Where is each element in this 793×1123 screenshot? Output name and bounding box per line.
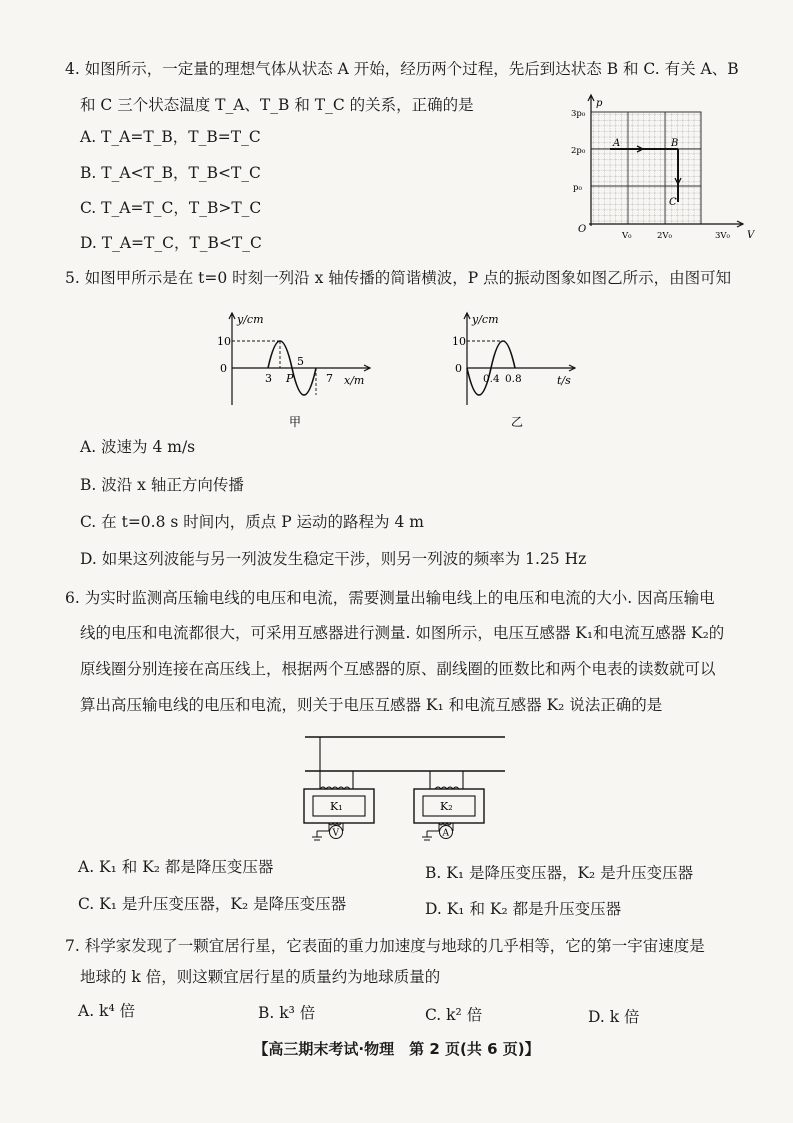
q6-stem-line1: 6. 为实时监测高压输电线的电压和电流，需要测量出输电线上的电压和电流的大小. 因高压输电 bbox=[65, 589, 715, 607]
q4-pv-graph bbox=[565, 92, 755, 244]
q5-option-c: C. 在 t=0.8 s 时间内，质点 P 运动的路程为 4 m bbox=[80, 513, 424, 531]
yi-zero-label: 0 bbox=[455, 362, 462, 375]
q7-stem-line2: 地球的 k 倍，则这颗宜居行星的质量约为地球质量的 bbox=[80, 968, 441, 986]
q7-option-c: C. k² 倍 bbox=[425, 1006, 483, 1024]
pv-y-label: p bbox=[596, 98, 603, 109]
q6-option-b: B. K₁ 是降压变压器，K₂ 是升压变压器 bbox=[425, 864, 694, 882]
q7-stem-line1: 7. 科学家发现了一颗宜居行星，它表面的重力加速度与地球的几乎相等，它的第一宇宙速度是 bbox=[65, 937, 705, 955]
yi-tick-08: 0.8 bbox=[505, 373, 522, 385]
pv-y-tick-3p0: 3p₀ bbox=[571, 109, 586, 119]
pv-y-tick-p0: p₀ bbox=[573, 183, 582, 193]
q4-option-c: C. T_A=T_C，T_B>T_C bbox=[80, 199, 262, 217]
pv-point-a: A bbox=[613, 138, 621, 149]
k1-label: K₁ bbox=[330, 800, 343, 813]
pv-grid bbox=[591, 112, 701, 224]
k2-label: K₂ bbox=[440, 800, 453, 813]
pv-x-tick-v0: V₀ bbox=[622, 231, 632, 241]
q6-transformer-diagram bbox=[295, 725, 515, 845]
yi-tick-04: 0.4 bbox=[483, 373, 500, 385]
q4-stem-line1: 4. 如图所示，一定量的理想气体从状态 A 开始，经历两个过程，先后到达状态 B 和 C. 有关 A、B bbox=[65, 60, 739, 78]
pv-x-tick-2v0: 2V₀ bbox=[657, 231, 672, 241]
q6-option-a: A. K₁ 和 K₂ 都是降压变压器 bbox=[78, 858, 274, 876]
pv-y-tick-2p0: 2p₀ bbox=[571, 146, 586, 156]
pv-x-tick-3v0: 3V₀ bbox=[715, 231, 730, 241]
yi-x-label: t/s bbox=[557, 374, 571, 387]
q4-option-d: D. T_A=T_C，T_B<T_C bbox=[80, 234, 262, 252]
q6-option-c: C. K₁ 是升压变压器，K₂ 是降压变压器 bbox=[78, 895, 347, 913]
jia-tick-7: 7 bbox=[326, 372, 333, 385]
q5-option-a: A. 波速为 4 m/s bbox=[80, 438, 196, 456]
jia-tick-p: P bbox=[286, 372, 294, 385]
yi-amp-label: 10 bbox=[452, 335, 466, 348]
ammeter-label: A bbox=[442, 828, 449, 839]
voltmeter-label: V bbox=[332, 828, 339, 839]
yi-y-label: y/cm bbox=[472, 313, 499, 326]
q6-stem-line4: 算出高压输电线的电压和电流，则关于电压互感器 K₁ 和电流互感器 K₂ 说法正确的是 bbox=[80, 696, 663, 714]
q5-option-b: B. 波沿 x 轴正方向传播 bbox=[80, 476, 244, 494]
q4-option-a: A. T_A=T_B，T_B=T_C bbox=[80, 128, 261, 146]
q5-stem: 5. 如图甲所示是在 t=0 时刻一列沿 x 轴传播的简谐横波，P 点的振动图象如图乙所示，由图可知 bbox=[65, 269, 732, 287]
jia-caption: 甲 bbox=[289, 415, 302, 429]
q5-vibration-graph-yi bbox=[445, 305, 595, 430]
jia-tick-3: 3 bbox=[265, 372, 272, 385]
q6-stem-line3: 原线圈分别连接在高压线上，根据两个互感器的原、副线圈的匝数比和两个电表的读数就可以 bbox=[80, 660, 716, 678]
q7-option-b: B. k³ 倍 bbox=[258, 1004, 316, 1022]
q5-option-d: D. 如果这列波能与另一列波发生稳定干涉，则另一列波的频率为 1.25 Hz bbox=[80, 550, 587, 568]
pv-point-c: C bbox=[669, 197, 677, 208]
jia-y-label: y/cm bbox=[237, 313, 264, 326]
q4-option-b: B. T_A<T_B，T_B<T_C bbox=[80, 164, 261, 182]
q7-option-d: D. k 倍 bbox=[588, 1008, 640, 1026]
pv-origin-label: O bbox=[578, 224, 587, 235]
jia-zero-label: 0 bbox=[220, 362, 227, 375]
yi-caption: 乙 bbox=[511, 415, 524, 429]
q7-option-a: A. k⁴ 倍 bbox=[78, 1002, 136, 1020]
q6-stem-line2: 线的电压和电流都很大，可采用互感器进行测量. 如图所示，电压互感器 K₁和电流互感器 K₂的 bbox=[80, 624, 725, 642]
q4-stem-line2: 和 C 三个状态温度 T_A、T_B 和 T_C 的关系，正确的是 bbox=[80, 96, 474, 114]
jia-x-label: x/m bbox=[344, 374, 365, 387]
jia-tick-5: 5 bbox=[297, 355, 304, 368]
pv-point-b: B bbox=[671, 138, 679, 149]
page-footer: 【高三期末考试·物理 第 2 页(共 6 页)】 bbox=[253, 1040, 540, 1058]
q6-option-d: D. K₁ 和 K₂ 都是升压变压器 bbox=[425, 900, 622, 918]
jia-amp-label: 10 bbox=[217, 335, 231, 348]
q5-wave-graph-jia bbox=[210, 305, 380, 430]
pv-x-label: V bbox=[747, 230, 755, 241]
